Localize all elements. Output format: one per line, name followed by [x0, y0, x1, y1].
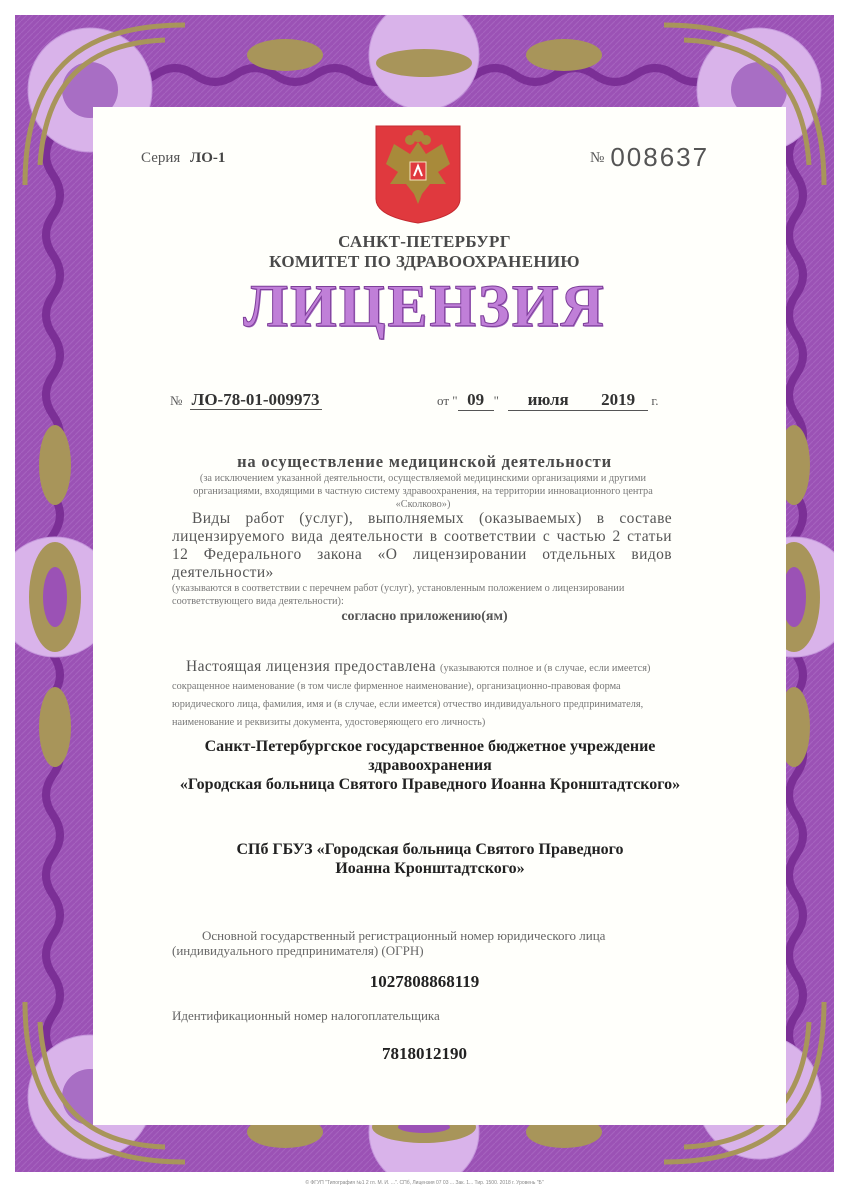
date-month: июля — [508, 390, 588, 411]
date-suffix: г. — [651, 393, 659, 408]
series-block — [141, 150, 225, 167]
granted-note: (указываются полное и (в случае, если имеется) сокращенное наименование (в том числе фирменное наименование), организационно-правовая форма юридического лица, фамилия, имя и (в случае, если имеется) отчество индивидуального предпринимателя, наименование и реквизиты документа, удостоверяющего его личность) — [172, 663, 651, 728]
inn-value: 7818012190 — [382, 1044, 467, 1063]
date-quote-open: " — [452, 393, 458, 408]
authority-city: САНКТ-ПЕТЕРБУРГ — [338, 232, 511, 251]
number-sign: № — [590, 150, 605, 166]
document-title: ЛИЦЕНЗИЯ — [243, 273, 606, 339]
works-text: Виды работ (услуг), выполняемых (оказываемых) в составе лицензируемого вида деятельности в соответствии с частью 2 статьи 12 Федерального закона «О лицензировании отдельных видов деятельности» — [172, 510, 672, 581]
organization-full-name — [150, 737, 710, 794]
granted-paragraph — [172, 658, 672, 730]
issuing-authority — [0, 232, 849, 272]
ogrn-caption-line-1: Основной государственный регистрационный номер юридического лица — [202, 928, 606, 943]
authority-name: КОМИТЕТ ПО ЗДРАВООХРАНЕНИЮ — [269, 252, 580, 271]
license-number-sign: № — [170, 393, 183, 408]
printer-imprint: © ФГУП "Типография №1 2 гл. М. И. ...". СПб, Лицензия 07 03 ... Зак. 1... Тир. 1500. 2018 г. Уровень "Б" — [305, 1180, 544, 1186]
ogrn-value: 1027808868119 — [369, 972, 480, 991]
license-number-line — [170, 390, 322, 410]
activity-note: (за исключением указанной деятельности, осуществляемой медицинскими организациями и другими организациями, входящими в частную систему здравоохранения, на территории инновационного центра «Сколково») — [193, 473, 653, 510]
series-label: Серия — [141, 150, 181, 166]
license-number: ЛО-78-01-009973 — [191, 390, 320, 409]
ogrn-caption-line-2: (индивидуального предпринимателя) (ОГРН) — [172, 943, 424, 958]
date-day: 09 — [458, 390, 494, 411]
works-paragraph — [172, 510, 672, 608]
ogrn-caption — [172, 928, 682, 958]
granted-text: Настоящая лицензия предоставлена — [186, 658, 437, 675]
org-full-line-2: здравоохранения — [368, 757, 492, 774]
org-short-line-1: СПб ГБУЗ «Городская больница Святого Праведного — [236, 841, 624, 858]
activity-heading: на осуществление медицинской деятельности — [237, 452, 612, 471]
organization-short-name — [150, 840, 710, 878]
license-date-line — [437, 390, 659, 411]
form-number — [590, 142, 709, 173]
org-full-line-1: Санкт-Петербургское государственное бюджетное учреждение — [204, 738, 656, 755]
date-year: 2019 — [588, 390, 648, 411]
series-value: ЛО-1 — [190, 150, 226, 166]
org-full-line-3: «Городская больница Святого Праведного Иоанна Кронштадтского» — [179, 776, 681, 793]
russian-coat-of-arms-icon — [374, 124, 462, 224]
org-short-line-2: Иоанна Кронштадтского» — [335, 860, 525, 877]
works-value: согласно приложению(ям) — [341, 609, 508, 624]
inn-caption: Идентификационный номер налогоплательщика — [172, 1008, 440, 1023]
works-note: (указываются в соответствии с перечнем работ (услуг), установленным положением о лицензировании соответствующего вида деятельности): — [172, 583, 625, 607]
form-number-value: 008637 — [610, 142, 710, 172]
date-prefix: от — [437, 393, 450, 408]
date-quote-close: " — [493, 393, 499, 408]
